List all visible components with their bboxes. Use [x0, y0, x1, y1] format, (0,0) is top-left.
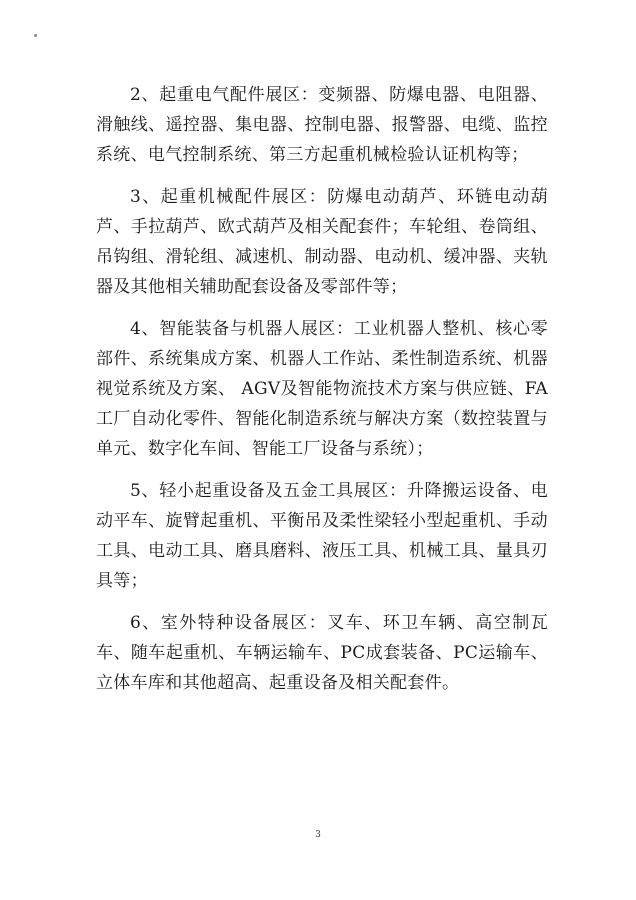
document-body — [96, 80, 548, 710]
paragraph-robotics-zone: 4、智能装备与机器人展区：工业机器人整机、核心零部件、系统集成方案、机器人工作站、柔性制造系统、机器视觉系统及方案、 AGV及智能物流技术方案与供应链、FA工厂自动化零件、智能化制造系统与解决方案（数控装置与单元、数字化车间、智能工厂设备与系统）； — [96, 319, 548, 459]
paragraph-outdoor-equipment-zone: 6、室外特种设备展区：叉车、环卫车辆、高空制瓦车、随车起重机、车辆运输车、PC成套装备、PC运输车、立体车库和其他超高、起重设备及相关配套件。 — [96, 613, 548, 693]
paragraph-mechanical-parts-zone: 3、起重机械配件展区：防爆电动葫芦、环链电动葫芦、手拉葫芦、欧式葫芦及相关配套件；车轮组、卷筒组、吊钩组、滑轮组、减速机、制动器、电动机、缓冲器、夹轨器及其他相关辅助配套设备及零部件等； — [96, 187, 548, 297]
scan-dot — [34, 34, 37, 37]
page-number: 3 — [315, 830, 321, 840]
paragraph-electrical-parts-zone: 2、起重电气配件展区：变频器、防爆电器、电阻器、滑触线、遥控器、集电器、控制电器、报警器、电缆、监控系统、电气控制系统、第三方起重机械检验认证机构等； — [96, 85, 548, 165]
paragraph-light-lifting-tools-zone: 5、轻小起重设备及五金工具展区：升降搬运设备、电动平车、旋臂起重机、平衡吊及柔性梁轻小型起重机、手动工具、电动工具、磨具磨料、液压工具、机械工具、量具刃具等； — [96, 481, 548, 591]
